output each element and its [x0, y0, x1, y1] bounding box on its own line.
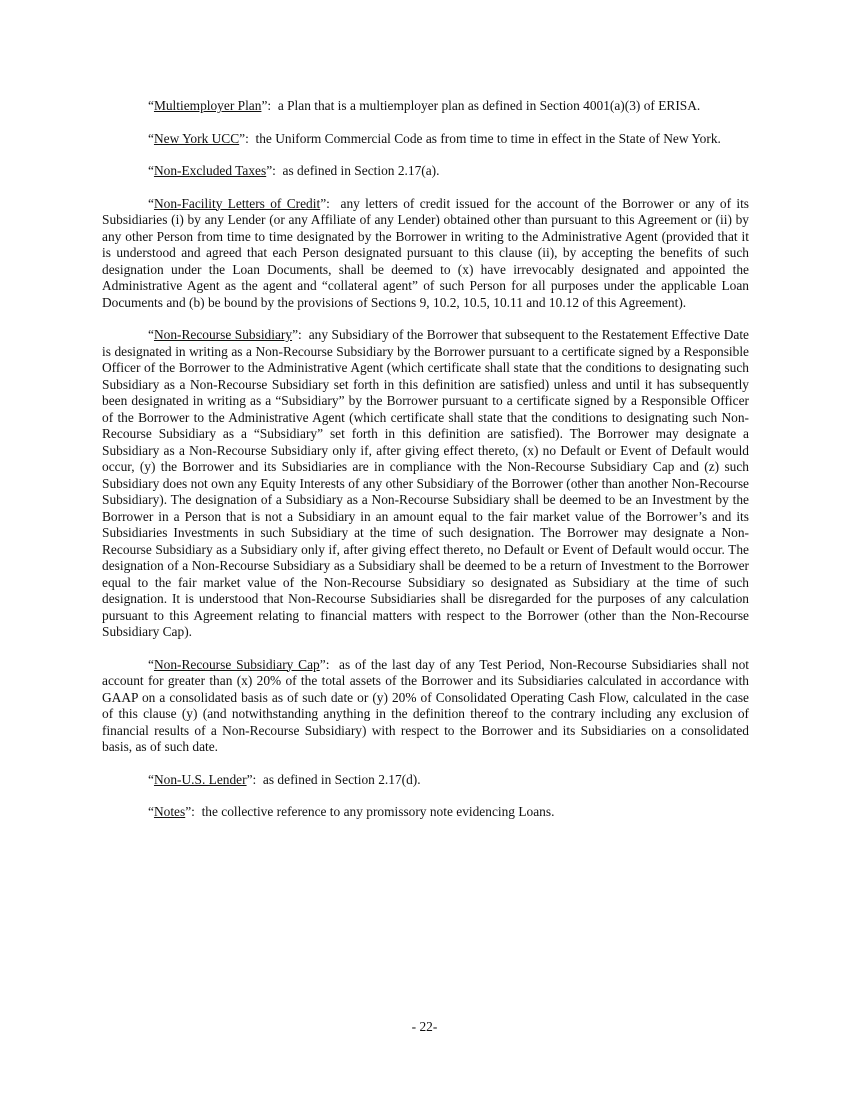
definition-paragraph: “New York UCC”: the Uniform Commercial Code as from time to time in effect in the State of New York.	[148, 130, 721, 146]
definition-text: as defined in Section 2.17(d).	[262, 771, 421, 787]
definition-text: the Uniform Commercial Code as from time to time in effect in the State of New York.	[255, 130, 721, 146]
definition-paragraph: “Non-Recourse Subsidiary”: any Subsidiary of the Borrower that subsequent to the Restatement Effective Date is designated in writing as a Non-Recourse Subsidiary by the Borrower pursuant to a certificate signed by a Responsible Officer of the Borrower to the Administrative Agent (which certificate shall state that the conditions to designating such Subsidiary as a Non-Recourse Subsidiary set forth in this definition are satisfied) unless and until it has subsequently been designated in writing as a “Subsidiary” by the Borrower pursuant to a certificate signed by a Responsible Officer of the Borrower to the Administrative Agent (which certificate shall state that the conditions to designating such Non-Recourse Subsidiary as a “Subsidiary” set forth in this definition are satisfied). The Borrower may designate a Subsidiary as a Non-Recourse Subsidiary only if, after giving effect thereto, (x) no Default or Event of Default would occur, (y) the Borrower and its Subsidiaries are in compliance with the Non-Recourse Subsidiary Cap and (z) such Subsidiary does not own any Equity Interests of any other Subsidiary of the Borrower (other than another Non-Recourse Subsidiary). The designation of a Subsidiary as a Non-Recourse Subsidiary shall be deemed to be an Investment by the Borrower in a Person that is not a Subsidiary in an amount equal to the fair market value of the Borrower’s and its Subsidiaries Investments in such Subsidiary at the time of such designation. The Borrower may designate a Non-Recourse Subsidiary as a Subsidiary only if, after giving effect thereto, no Default or Event of Default would occur. The designation of a Non-Recourse Subsidiary as a Subsidiary shall be deemed to be a return of Investment to the Borrower equal to the fair market value of the Non-Recourse Subsidiary so designated as Subsidiary at the time of such designation. It is understood that Non-Recourse Subsidiaries shall be disregarded for the purposes of any calculation pursuant to this Agreement relating to financial matters with respect to the Borrower (other than the Non-Recourse Subsidiary Cap).	[102, 327, 750, 639]
defined-term: Non-Recourse Subsidiary	[153, 327, 293, 342]
definition-text: any letters of credit issued for the account of the Borrower or any of its Subsidiaries (i) by any Lender (or any Affiliate of any Lender) obtained other than pursuant to this Agreement or (ii) by any other Person from time to time designated by the Borrower in writing to the Administrative Agent (provided that it is understood and agreed that each Person designated pursuant to this clause (ii), by accepting the benefits of such designation under the Loan Documents, shall be deemed to (x) have irrevocably designated and appointed the Administrative Agent as the agent and “collateral agent” of such Person for all purposes under the applicable Loan Documents and (b) be bound by the provisions of Sections 9, 10.2, 10.5, 10.11 and 10.12 of this Agreement).	[102, 195, 750, 310]
defined-term: Non-U.S. Lender	[153, 771, 247, 787]
defined-term: Notes	[153, 804, 186, 819]
definition-text: as defined in Section 2.17(a).	[282, 163, 440, 178]
definition-paragraph: “Multiemployer Plan”: a Plan that is a multiemployer plan as defined in Section 4001(a)(3) of ERISA.	[148, 98, 701, 113]
definition-text: a Plan that is a multiemployer plan as defined in Section 4001(a)(3) of ERISA.	[277, 98, 701, 113]
definition-text: any Subsidiary of the Borrower that subsequent to the Restatement Effective Date is designated in writing as a Non-Recourse Subsidiary by the Borrower pursuant to a certificate signed by a Responsible Officer of the Borrower to the Administrative Agent (which certificate shall state that the conditions to designating such Subsidiary as a Non-Recourse Subsidiary set forth in this definition are satisfied) unless and until it has subsequently been designated in writing as a “Subsidiary” by the Borrower pursuant to a certificate signed by a Responsible Officer of the Borrower to the Administrative Agent (which certificate shall state that the conditions to designating such Non-Recourse Subsidiary as a “Subsidiary” set forth in this definition are satisfied). The Borrower may designate a Subsidiary as a Non-Recourse Subsidiary only if, after giving effect thereto, (x) no Default or Event of Default would occur, (y) the Borrower and its Subsidiaries are in compliance with the Non-Recourse Subsidiary Cap and (z) such Subsidiary does not own any Equity Interests of any other Subsidiary of the Borrower (other than another Non-Recourse Subsidiary). The designation of a Subsidiary as a Non-Recourse Subsidiary shall be deemed to be an Investment by the Borrower in a Person that is not a Subsidiary in an amount equal to the fair market value of the Borrower’s and its Subsidiaries Investments in such Subsidiary at the time of such designation. The Borrower may designate a Non-Recourse Subsidiary as a Subsidiary only if, after giving effect thereto, no Default or Event of Default would occur. The designation of a Non-Recourse Subsidiary as a Subsidiary shall be deemed to be a return of Investment to the Borrower equal to the fair market value of the Non-Recourse Subsidiary so designated as Subsidiary at the time of such designation. It is understood that Non-Recourse Subsidiaries shall be disregarded for the purposes of any calculation pursuant to this Agreement relating to financial matters with respect to the Borrower (other than the Non-Recourse Subsidiary Cap).	[102, 327, 750, 639]
defined-term: Non-Recourse Subsidiary Cap	[153, 656, 320, 672]
defined-term: Multiemployer Plan	[153, 98, 262, 113]
definition-paragraph: “Non-Excluded Taxes”: as defined in Section 2.17(a).	[148, 163, 440, 178]
definition-paragraph: “Non-U.S. Lender”: as defined in Section 2.17(d).	[148, 771, 421, 787]
definition-text: the collective reference to any promissory note evidencing Loans.	[201, 804, 555, 819]
defined-term: New York UCC	[153, 130, 240, 146]
definition-text: as of the last day of any Test Period, Non-Recourse Subsidiaries shall not account for greater than (x) 20% of the total assets of the Borrower and its Subsidiaries calculated in accordance with GAAP on a consolidated basis as of such date or (y) 20% of Consolidated Operating Cash Flow, calculated in the case of this clause (y) (and notwithstanding anything in the definition thereof to the contrary including any exclusion of financial results of a Non-Recourse Subsidiary) with respect to the Borrower and its Subsidiaries on a consolidated basis, as of such date.	[102, 656, 749, 754]
definition-paragraph: “Non-Facility Letters of Credit”: any letters of credit issued for the account of the Borrower or any of its Subsidiaries (i) by any Lender (or any Affiliate of any Lender) obtained other than pursuant to this Agreement or (ii) by any other Person from time to time designated by the Borrower in writing to the Administrative Agent (provided that it is understood and agreed that each Person designated pursuant to this clause (ii), by accepting the benefits of such designation under the Loan Documents, shall be deemed to (x) have irrevocably designated and appointed the Administrative Agent as the agent and “collateral agent” of such Person for all purposes under the applicable Loan Documents and (b) be bound by the provisions of Sections 9, 10.2, 10.5, 10.11 and 10.12 of this Agreement).	[102, 195, 750, 310]
definition-paragraph: “Notes”: the collective reference to any promissory note evidencing Loans.	[148, 804, 555, 819]
definitions-list	[102, 98, 749, 837]
page-number: - 22-	[411, 1019, 438, 1034]
defined-term: Non-Facility Letters of Credit	[153, 195, 321, 211]
defined-term: Non-Excluded Taxes	[153, 163, 267, 178]
definition-paragraph: “Non-Recourse Subsidiary Cap”: as of the last day of any Test Period, Non-Recourse Subsidiaries shall not account for greater than (x) 20% of the total assets of the Borrower and its Subsidiaries calculated in accordance with GAAP on a consolidated basis as of such date or (y) 20% of Consolidated Operating Cash Flow, calculated in the case of this clause (y) (and notwithstanding anything in the definition thereof to the contrary including any exclusion of financial results of a Non-Recourse Subsidiary) with respect to the Borrower and its Subsidiaries on a consolidated basis, as of such date.	[102, 656, 749, 754]
